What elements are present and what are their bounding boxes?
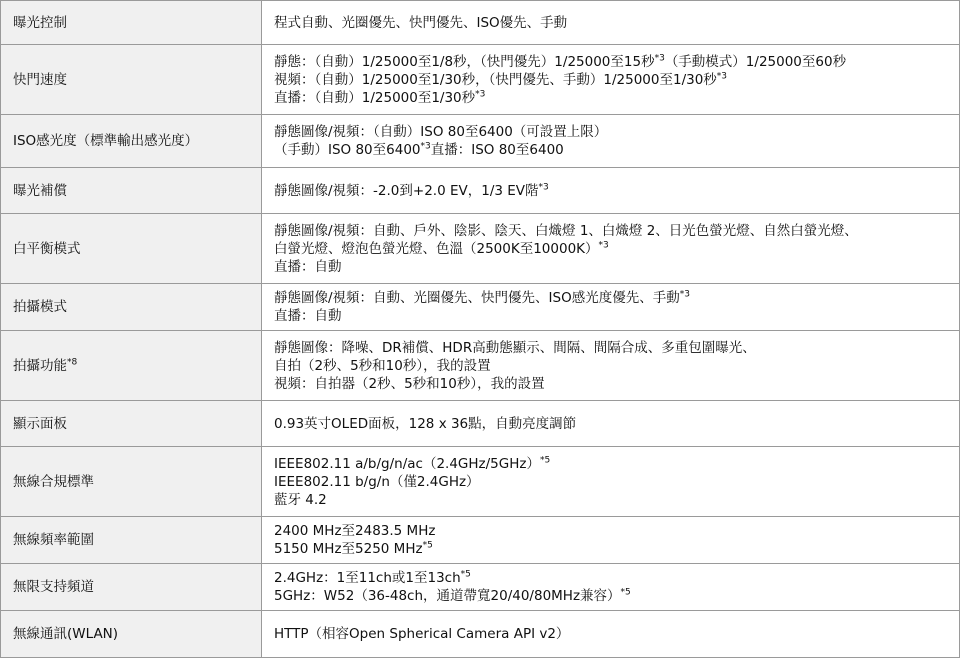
spec-value-line (274, 258, 959, 276)
footnote-marker: *5 (620, 587, 631, 598)
spec-label-cell (1, 517, 262, 564)
spec-value-text: （手動模式）1/25000至60秒 (664, 53, 847, 70)
footnote-marker: *5 (539, 455, 551, 465)
spec-value-cell (262, 401, 960, 447)
spec-label-cell (1, 168, 262, 214)
spec-value-line (274, 53, 959, 71)
footnote-marker: *5 (460, 569, 471, 580)
spec-row (1, 401, 960, 447)
spec-label-cell (1, 284, 262, 331)
spec-value-line (274, 240, 959, 258)
spec-row (1, 564, 960, 611)
spec-value-text: 視頻：自拍器（2秒、5秒和10秒），我的設置 (274, 375, 545, 392)
spec-label: 拍攝功能 (13, 357, 67, 374)
footnote-marker: *3 (420, 141, 431, 152)
spec-value-cell (262, 284, 960, 331)
footnote-marker: *3 (679, 289, 690, 300)
spec-label-cell (1, 564, 262, 611)
spec-value-text: 靜態圖像/視頻：自動、光圈優先、快門優先、ISO感光度優先、手動 (274, 290, 680, 306)
spec-row (1, 611, 960, 658)
spec-label-cell (1, 115, 262, 168)
spec-label: 無限支持頻道 (13, 579, 94, 595)
footnote-marker: *3 (598, 240, 609, 250)
spec-label: 無線合規標準 (13, 473, 94, 490)
spec-value-cell (262, 168, 960, 214)
spec-value-cell (262, 331, 960, 401)
spec-value-line (274, 569, 959, 587)
spec-label-cell (1, 45, 262, 115)
spec-row (1, 214, 960, 284)
spec-value-line (274, 455, 959, 473)
spec-value-line (274, 71, 959, 89)
spec-value-text: HTTP（相容Open Spherical Camera API v2） (274, 626, 570, 642)
spec-value-text: 直播：（自動）1/25000至1/30秒 (274, 89, 476, 106)
spec-label-cell (1, 214, 262, 284)
spec-value-text: 靜態圖像：降噪、DR補償、HDR高動態顯示、間隔、間隔合成、多重包圍曝光、 (274, 339, 756, 356)
spec-value-line (274, 522, 959, 540)
spec-value-text: IEEE802.11 a/b/g/n/ac（2.4GHz/5GHz） (274, 455, 540, 472)
footnote-marker: *5 (422, 540, 433, 551)
spec-value-text: 直播：自動 (274, 258, 342, 275)
spec-value-line (274, 375, 959, 393)
spec-value-line (274, 540, 959, 558)
footnote-marker: *8 (67, 357, 78, 367)
spec-value-cell (262, 45, 960, 115)
footnote-marker: *3 (475, 89, 486, 99)
spec-value-text: 2400 MHz至2483.5 MHz (274, 523, 436, 539)
spec-value-text: 自拍（2秒、5秒和10秒），我的設置 (274, 357, 491, 374)
spec-label: 顯示面板 (13, 415, 67, 432)
footnote-marker: *3 (654, 53, 665, 63)
spec-value-text: IEEE802.11 b/g/n（僅2.4GHz） (274, 473, 480, 490)
spec-value-cell (262, 447, 960, 517)
spec-label: 無線頻率範圍 (13, 532, 94, 548)
footnote-marker: *3 (538, 182, 549, 192)
spec-row (1, 115, 960, 168)
spec-value-cell (262, 611, 960, 658)
spec-value-line (274, 141, 959, 159)
spec-row (1, 1, 960, 45)
spec-value-text: 直播：ISO 80至6400 (430, 142, 564, 158)
spec-row (1, 517, 960, 564)
spec-value-line (274, 491, 959, 509)
spec-value-line (274, 415, 959, 433)
spec-value-text: 程式自動、光圈優先、快門優先、ISO優先、手動 (274, 14, 568, 31)
spec-value-line (274, 182, 959, 200)
spec-value-line (274, 357, 959, 375)
spec-value-line (274, 89, 959, 107)
spec-value-line (274, 473, 959, 491)
spec-row (1, 447, 960, 517)
spec-label-cell (1, 401, 262, 447)
spec-value-text: 靜態：（自動）1/25000至1/8秒，（快門優先）1/25000至15秒 (274, 53, 655, 70)
spec-label-cell (1, 1, 262, 45)
spec-value-cell (262, 517, 960, 564)
spec-value-cell (262, 1, 960, 45)
spec-value-text: 靜態圖像/視頻：（自動）ISO 80至6400（可設置上限） (274, 124, 608, 140)
spec-value-text: 藍牙 4.2 (274, 491, 327, 508)
spec-value-text: （手動）ISO 80至6400 (274, 142, 421, 158)
spec-value-cell (262, 115, 960, 168)
spec-value-line (274, 14, 959, 32)
spec-value-text: 直播：自動 (274, 308, 342, 324)
spec-row (1, 331, 960, 401)
spec-value-text: 靜態圖像/視頻：-2.0到+2.0 EV，1/3 EV階 (274, 182, 539, 199)
spec-label: 白平衡模式 (13, 240, 81, 257)
spec-value-line (274, 123, 959, 141)
spec-row (1, 284, 960, 331)
spec-value-text: 視頻：（自動）1/25000至1/30秒，（快門優先、手動）1/25000至1/30秒 (274, 71, 717, 88)
spec-value-text: 靜態圖像/視頻：自動、戶外、陰影、陰天、白熾燈 1、白熾燈 2、日光色螢光燈、自然白螢光燈、 (274, 222, 858, 239)
spec-value-text: 5150 MHz至5250 MHz (274, 541, 423, 557)
spec-label: 無線通訊(WLAN) (13, 626, 119, 642)
spec-label: 曝光控制 (13, 14, 67, 31)
spec-value-cell (262, 214, 960, 284)
spec-row (1, 45, 960, 115)
spec-value-text: 白螢光燈、燈泡色螢光燈、色溫（2500K至10000K） (274, 240, 599, 257)
footnote-marker: *3 (716, 71, 728, 81)
spec-value-line (274, 625, 959, 643)
spec-value-line (274, 587, 959, 605)
spec-label-cell (1, 447, 262, 517)
spec-value-text: 0.93英寸OLED面板，128 x 36點，自動亮度調節 (274, 415, 577, 432)
spec-value-line (274, 222, 959, 240)
spec-label-cell (1, 611, 262, 658)
spec-label: 曝光補償 (13, 182, 67, 199)
spec-value-line (274, 289, 959, 307)
spec-value-line (274, 339, 959, 357)
spec-label: ISO感光度（標準輸出感光度） (13, 133, 199, 149)
spec-label: 快門速度 (13, 71, 67, 88)
spec-table-body (1, 1, 960, 658)
spec-value-text: 2.4GHz：1至11ch或1至13ch (274, 570, 461, 586)
spec-value-cell (262, 564, 960, 611)
spec-row (1, 168, 960, 214)
spec-label: 拍攝模式 (13, 299, 67, 315)
spec-value-text: 5GHz：W52（36-48ch，通道帶寬20/40/80MHz兼容） (274, 588, 621, 604)
spec-value-line (274, 307, 959, 325)
spec-label-cell (1, 331, 262, 401)
